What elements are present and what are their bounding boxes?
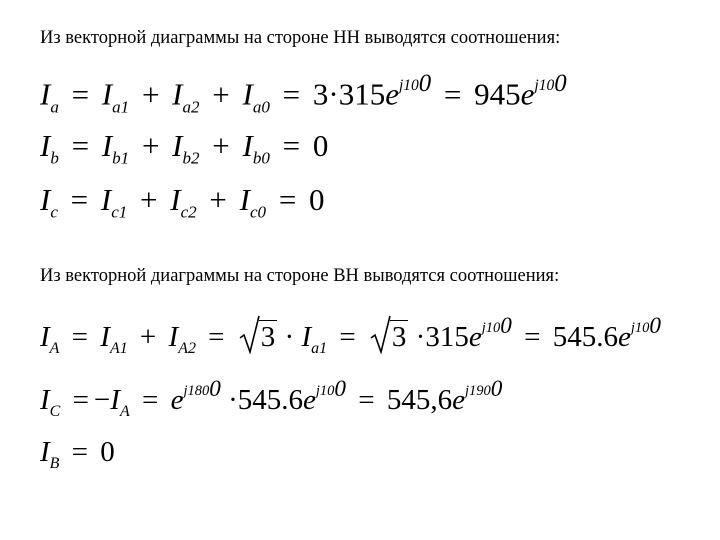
equation-iA: $I_A = I_{A1} + I_{A2}$ = $3 \cdot I_{a1}$ = $3 \cdot 315e^{j100} = 545.6e^{j100}$ bbox=[40, 313, 661, 357]
sqrt-symbol: 3 bbox=[370, 320, 409, 352]
equation-ic: $I_c = I_{c1} + I_{c2} + I_{c0} = 0$ bbox=[40, 182, 325, 222]
heading-hv-side: Из векторной диаграммы на стороне ВН выводятся соотношения: bbox=[40, 266, 560, 286]
equation-iC: $I_C = -I_A = e^{j1800} \cdot 545.6e^{j100} = 545,6e^{j1900}$ bbox=[40, 376, 503, 420]
equation-ia: $I_a = I_{a1} + I_{a2} + I_{a0} = 3\cdot 315e^{j100} = 945e^{j100}$ bbox=[40, 70, 567, 117]
equation-iB: $I_B = 0$ bbox=[40, 436, 115, 473]
equation-ib: $I_b = I_{b1} + I_{b2} + I_{b0} = 0$ bbox=[40, 128, 329, 168]
sqrt-symbol: 3 bbox=[239, 320, 278, 352]
heading-lv-side: Из векторной диаграммы на стороне НН выводятся соотношения: bbox=[40, 28, 561, 48]
